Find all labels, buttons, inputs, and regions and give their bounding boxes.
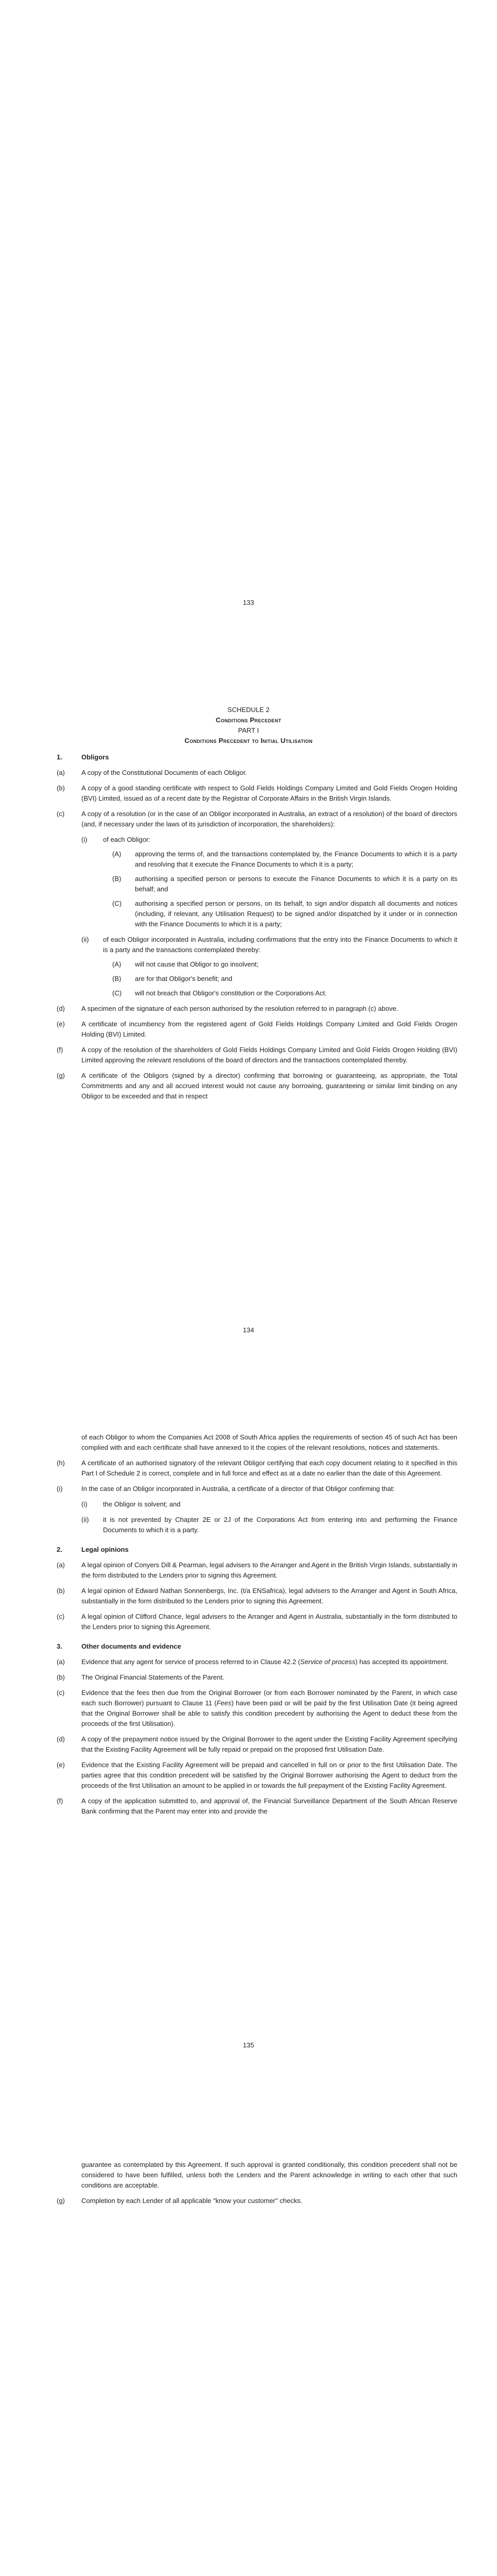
clause-text: A copy of the prepayment notice issued by the Original Borrower to the agent under the Existing Facility Agreement specifying that the Existing Facility Agreement will be fully repaid or prepaid on the proposed first Utilisation Date. [81,1735,457,1753]
clause-text: it is not prevented by Chapter 2E or 2J of the Corporations Act from entering into and performing the Finance Documents to which it is a party. [103,1516,457,1534]
clause-text: will not breach that Obligor's constitution or the Corporations Act. [135,989,327,997]
clause-text: approving the terms of, and the transactions contemplated by, the Finance Documents to which it is a party and resolving that it execute the Finance Documents to which it is a party; [135,850,457,868]
clause-text-part: ) have been paid or will be paid by the first Utilisation Date (it being agreed that the Original Borrower shall be able to satisfy this condition precedent by authorising the Agent to deduct these from the proceeds of the first Utilisation). [81,1699,457,1727]
clause-label: (i) [57,1485,63,1493]
clause-text: A copy of the Constitutional Documents of each Obligor. [81,769,247,776]
clause-label: (h) [57,1459,65,1467]
clause-label: (e) [57,1020,65,1028]
clause-2b [0,1586,497,1606]
schedule-subtitle: Conditions Precedent [215,716,282,724]
section-2-heading [0,1545,497,1555]
clause-text: authorising a specified person or persons to execute the Finance Documents to which it is a party on its behalf; and [135,875,457,893]
section-1-heading [0,752,497,762]
clause-1g [0,1071,497,1101]
clause-1i-i [0,1499,497,1510]
clause-text: A copy of the resolution of the shareholders of Gold Fields Holdings Company Limited and Gold Fields Orogen Holding (BVI) Limited approving the relevant resolutions of the board of directors and the transactions contemplated thereby. [81,1046,457,1064]
clause-reference: Fees [216,1699,232,1707]
clause-text: A copy of the application submitted to, and approval of, the Financial Surveillance Department of the South African Reserve Bank confirming that the Parent may enter into and provide the [81,1797,457,1815]
clause-label: (d) [57,1735,65,1743]
page-134 [0,705,497,1101]
clause-text: authorising a specified person or persons, on its behalf, to sign and/or dispatch all documents and notices (including, if relevant, any Utilisation Request) to be signed and/or dispatched by it under or in connection with the Finance Documents to which it is a party; [135,900,457,928]
clause-label: (d) [57,1005,65,1012]
clause-1e [0,1019,497,1040]
clause-1c-i [0,835,497,845]
clause-label: (f) [57,1797,63,1805]
clause-1c-ii-C [0,988,497,998]
clause-label: (b) [57,1587,65,1595]
clause-label: (C) [112,989,122,997]
section-title: Other documents and evidence [81,1642,181,1650]
clause-label: (f) [57,1046,63,1054]
clause-text: are for that Obligor's benefit; and [135,975,232,982]
clause-1c-ii [0,935,497,955]
clause-3f-continued: guarantee as contemplated by this Agreement. If such approval is granted conditionally, this condition precedent shall not be considered to have been fulfilled, unless both the Lenders and the Parent acknowledge in writing to each other that such conditions are acceptable. [81,2161,457,2189]
clause-text: A certificate of the Obligors (signed by a director) confirming that borrowing or guaranteeing, as appropriate, the Total Commitments and any and all accrued interest would not cause any borrowing, guaranteeing or similar limit binding on any Obligor to be exceeded and that in respect [81,1072,457,1100]
clause-3b [0,1672,497,1683]
clause-text: of each Obligor: [103,836,150,843]
clause-label: (e) [57,1761,65,1769]
clause-3f [0,1796,497,1817]
section-title: Obligors [81,753,109,761]
clause-label: (g) [57,1072,65,1079]
clause-text: A copy of a resolution (or in the case of an Obligor incorporated in Australia, an extract of a resolution) of the board of directors (and, if necessary under the laws of its jurisdiction of incorporation, the shareholders): [81,810,457,828]
page-136 [0,2160,497,2206]
clause-1g-continued: of each Obligor to whom the Companies Act 2008 of South Africa applies the requirements of section 45 of such Act has been complied with and each certificate shall have annexed to it the copies of the relevant resolutions, notices and statements. [81,1433,457,1451]
section-title: Legal opinions [81,1546,129,1553]
clause-text-part: ) has accepted its appointment. [355,1658,449,1666]
clause-reference: Service of process [300,1658,355,1666]
clause-1c-i-C [0,899,497,929]
clause-label: (B) [112,975,122,982]
clause-label: (c) [57,1689,65,1697]
clause-text: A legal opinion of Clifford Chance, legal advisers to the Arranger and Agent in Australia, substantially in the form distributed to the Lenders prior to signing this Agreement. [81,1613,457,1631]
clause-label: (B) [112,875,122,883]
clause-text [81,1657,457,1667]
clause-3c [0,1688,497,1729]
clause-label: (i) [81,836,88,843]
clause-label: (c) [57,810,65,818]
clause-label: (A) [112,960,122,968]
section-number: 2. [57,1546,62,1553]
clause-1c-ii-A [0,959,497,970]
clause-1h [0,1458,497,1479]
clause-text: A legal opinion of Conyers Dill & Pearman, legal advisers to the Arranger and Agent in the British Virgin Islands, substantially in the form distributed to the Lenders prior to signing this Agreement. [81,1561,457,1579]
clause-label: (c) [57,1613,65,1620]
clause-1c-i-B [0,874,497,894]
clause-2c [0,1612,497,1632]
clause-1a [0,768,497,778]
clause-label: (a) [57,769,65,776]
clause-label: (A) [112,850,122,858]
schedule-part: PART I [238,726,259,734]
clause-1c-ii-B [0,974,497,984]
clause-text: A specimen of the signature of each person authorised by the resolution referred to in paragraph (c) above. [81,1005,398,1012]
part-title: Conditions Precedent to Initial Utilisation [184,737,313,744]
clause-text: the Obligor is solvent; and [103,1500,181,1508]
clause-1c-i-A [0,849,497,870]
clause-label: (b) [57,1673,65,1681]
clause-label: (i) [81,1500,88,1508]
clause-text [81,1688,457,1729]
clause-label: (C) [112,900,122,907]
section-number: 1. [57,753,62,761]
clause-text: Evidence that the Existing Facility Agreement will be prepaid and cancelled in full on or prior to the first Utilisation Date. The parties agree that this condition precedent will be satisfied by the Original Borrower authorising the Agent to deduct from the proceeds of the first Utilisation an amount to be applied in or towards the full prepayment of the Existing Facility Agreement. [81,1761,457,1789]
clause-text-part: Evidence that the fees then due from the Original Borrower (or from each Borrower nominated by the Parent, in which case each such Borrower) pursuant to Clause 11 ( [81,1689,457,1707]
clause-2a [0,1560,497,1581]
clause-text-part: Evidence that any agent for service of process referred to in Clause 42.2 ( [81,1658,300,1666]
clause-text: Completion by each Lender of all applicable "know your customer" checks. [81,2197,303,2205]
clause-3e [0,1760,497,1791]
page-number-135: 135 [243,2041,254,2049]
clause-text: A legal opinion of Edward Nathan Sonnenbergs, Inc. (t/a ENSafrica), legal advisers to the Arranger and Agent in South Africa, substantially in the form distributed to the Lenders prior to signing this Agreement. [81,1587,457,1605]
clause-text: In the case of an Obligor incorporated in Australia, a certificate of a director of that Obligor confirming that: [81,1485,395,1493]
clause-1i-ii [0,1515,497,1535]
page-number-133: 133 [243,599,254,606]
clause-3a [0,1657,497,1667]
clause-3g [0,2196,497,2206]
schedule-title: SCHEDULE 2 [227,706,270,714]
clause-label: (g) [57,2197,65,2205]
clause-label: (ii) [81,1516,89,1523]
clause-1d [0,1004,497,1014]
section-3-heading [0,1641,497,1652]
clause-text: A certificate of an authorised signatory of the relevant Obligor certifying that each copy document relating to it specified in this Part I of Schedule 2 is correct, complete and in full force and effect as at a date no earlier than the date of this Agreement. [81,1459,457,1477]
clause-label: (a) [57,1561,65,1569]
clause-1c [0,809,497,829]
page-number-134: 134 [243,1326,254,1334]
clause-text: A copy of a good standing certificate with respect to Gold Fields Holdings Company Limited and Gold Fields Orogen Holding (BVI) Limited, issued as of a recent date by the Registrar of Corporate Affairs in the British Virgin Islands. [81,784,457,802]
page-135 [0,1432,497,1817]
clause-text: of each Obligor incorporated in Australia, including confirmations that the entry into the Finance Documents to which it is a party and the transactions contemplated thereby: [103,936,457,954]
clause-3d [0,1734,497,1755]
clause-1b [0,783,497,804]
clause-text: will not cause that Obligor to go insolvent; [135,960,259,968]
clause-label: (ii) [81,936,89,943]
clause-label: (a) [57,1658,65,1666]
clause-label: (b) [57,784,65,792]
clause-1f [0,1045,497,1065]
clause-text: The Original Financial Statements of the Parent. [81,1673,225,1681]
clause-text: A certificate of incumbency from the registered agent of Gold Fields Holdings Company Limited and Gold Fields Orogen Holding (BVI) Limited. [81,1020,457,1038]
section-number: 3. [57,1642,62,1650]
clause-1i [0,1484,497,1494]
